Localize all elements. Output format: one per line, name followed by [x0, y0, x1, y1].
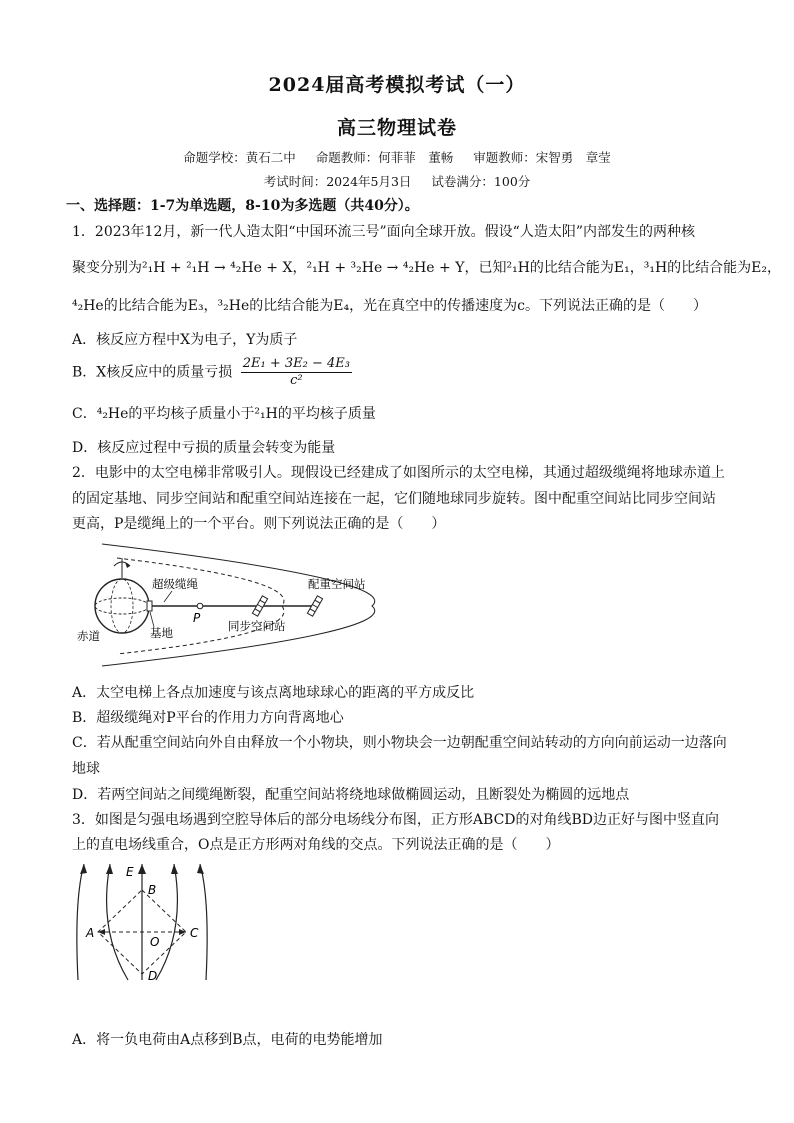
label-base: 基地: [150, 626, 173, 640]
q2-option-c-line2: 地球: [72, 761, 100, 777]
author-line: [0, 148, 794, 166]
label-a: A: [86, 926, 95, 940]
base-block: [147, 601, 152, 611]
q2-option-c-line1: C．若从配重空间站向外自由释放一个小物块，则小物块会一边朝配重空间站转动的方向向前运动一边落向: [72, 735, 727, 751]
q1-equation-2: ²₁H + ³₂He → ⁴₂He + Y: [306, 260, 465, 276]
q3-stem-line2: 上的直电场线重合，O点是正方形两对角线的交点。下列说法正确的是（ ）: [72, 837, 560, 853]
platform-p-dot: [197, 603, 203, 609]
label-equator: 赤道: [77, 629, 100, 643]
mass-defect-fraction: [241, 356, 352, 389]
exam-date: 考试时间：2024年5月3日: [263, 174, 412, 189]
q2-option-d: D．若两空间站之间缆绳断裂，配重空间站将绕地球做椭圆运动，且断裂处为椭圆的远地点: [72, 787, 630, 803]
space-elevator-figure: [72, 540, 382, 670]
q1-stem-line3: ⁴₂He的比结合能为E₃，³₂He的比结合能为E₄，光在真空中的传播速度为c。下列说法正确的是（ ）: [72, 298, 707, 314]
q1-option-b: B．X核反应中的质量亏损 $\frac{\text{2E₁ + 3E₂ − 4E₃}}{\text{c²}}$: [72, 356, 350, 388]
q3-stem-line1: 3．如图是匀强电场遇到空腔导体后的部分电场线分布图，正方形ABCD的对角线BD边正好与图中竖直向: [72, 812, 720, 828]
reviewers: 审题教师：宋智勇 章莹: [473, 150, 611, 165]
q2-stem-line3: 更高，P是缆绳上的一个平台。则下列说法正确的是（ ）: [72, 516, 446, 532]
authors: 命题教师：何菲菲 董畅: [315, 150, 454, 165]
q1-option-d: D．核反应过程中亏损的质量会转变为能量: [72, 440, 336, 456]
full-score: 试卷满分：100分: [431, 174, 531, 189]
label-c: C: [190, 926, 199, 940]
q2-stem-line1: 2．电影中的太空电梯非常吸引人。现假设已经建成了如图所示的太空电梯，其通过超级缆绳将地球赤道上: [72, 465, 725, 481]
fraction-numerator: 2E₁ + 3E₂ − 4E₃: [242, 356, 350, 371]
fraction-denominator: c²: [290, 373, 303, 388]
q1-equation-1: ²₁H + ²₁H → ⁴₂He + X: [142, 260, 293, 276]
section-heading: 一、选择题：1-7为单选题，8-10为多选题（共40分）。: [66, 198, 419, 214]
exam-title: 2024届高考模拟考试（一）: [268, 74, 526, 96]
earth-circle: [95, 579, 149, 633]
school: 命题学校：黄石二中: [183, 150, 296, 165]
q3-option-a: A．将一负电荷由A点移到B点，电荷的电势能增加: [72, 1032, 383, 1048]
label-p: P: [193, 611, 201, 625]
q2-option-a: A．太空电梯上各点加速度与该点离地球球心的距离的平方成反比: [72, 685, 475, 701]
label-d: D: [148, 969, 158, 983]
electric-field-figure: [70, 860, 220, 990]
q2-option-b: B．超级缆绳对P平台的作用力方向背离地心: [72, 710, 344, 726]
q1-stem-line2: 聚变分别为²₁H + ²₁H → ⁴₂He + X，²₁H + ³₂He → ⁴₂He + Y，已知²₁H的比结合能为E₁，³₁H的比结合能为E₂，: [72, 260, 781, 276]
label-o: O: [150, 935, 160, 949]
q1-stem-line1: 1．2023年12月，新一代人造太阳“中国环流三号”面向全球开放。假设“人造太阳”内部发生的两种核: [72, 224, 695, 240]
label-sync-station: 同步空间站: [228, 619, 286, 633]
label-counterweight: 配重空间站: [308, 577, 366, 591]
q1-option-a: A．核反应方程中X为电子，Y为质子: [72, 332, 298, 348]
label-b: B: [148, 883, 157, 897]
label-cable: 超级缆绳: [152, 577, 198, 591]
exam-subtitle: 高三物理试卷: [336, 117, 457, 139]
q2-stem-line2: 的固定基地、同步空间站和配重空间站连接在一起，它们随地球同步旋转。图中配重空间站比同步空间站: [72, 491, 716, 507]
time-line: [0, 172, 794, 190]
q1-option-c: C．⁴₂He的平均核子质量小于²₁H的平均核子质量: [72, 406, 376, 422]
label-e: E: [126, 865, 134, 879]
